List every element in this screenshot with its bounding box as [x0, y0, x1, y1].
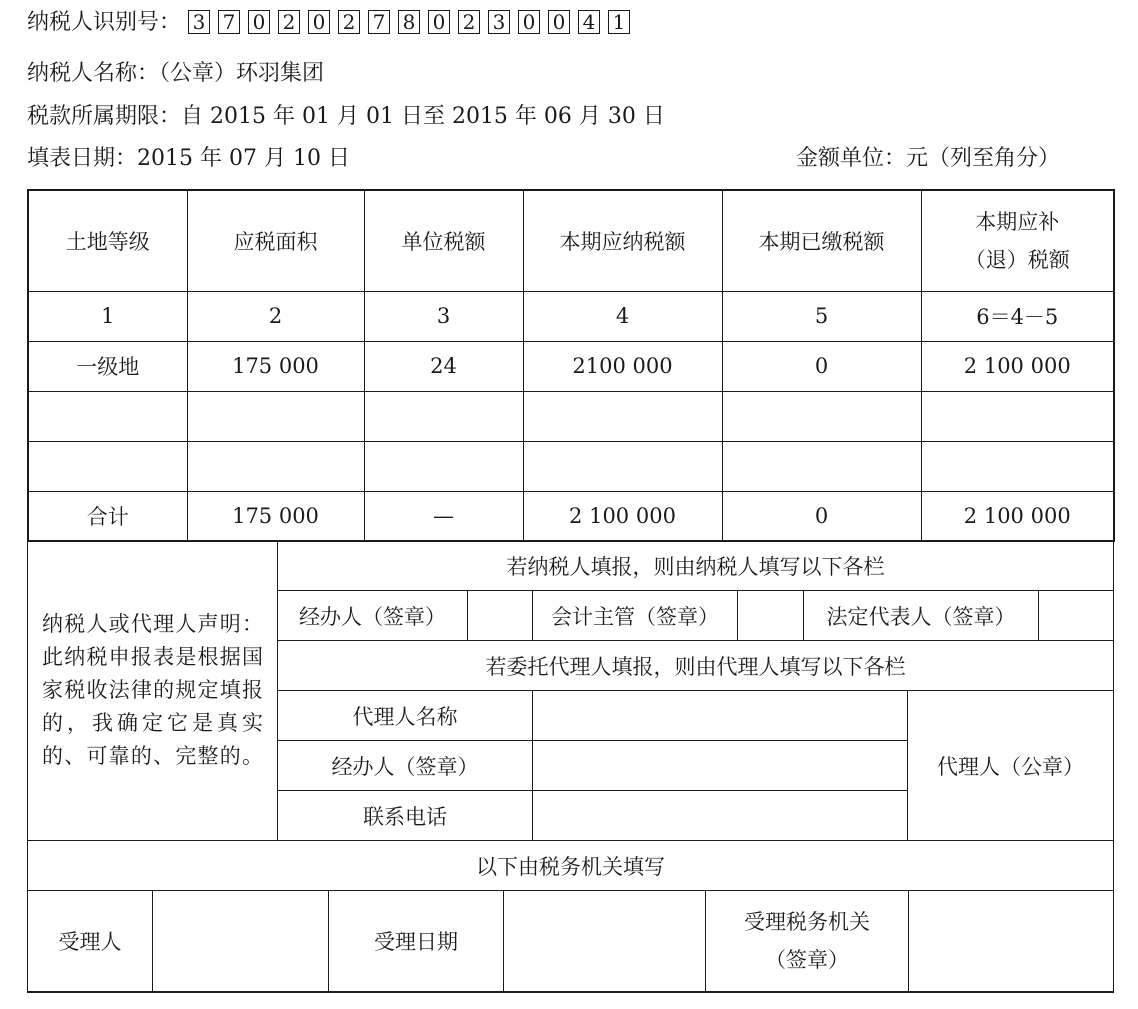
handler-label: 经办人（签章）: [278, 591, 468, 641]
tax-period-label: 税款所属期限：: [27, 104, 182, 129]
handler-signature-field[interactable]: [468, 591, 533, 641]
fill-date-value: 2015 年 07 月 10 日: [137, 146, 350, 171]
taxpayer-id-digit: 0: [248, 10, 270, 34]
receive-date-field[interactable]: [504, 891, 706, 992]
agent-name-field[interactable]: [533, 691, 908, 741]
agent-handler-field[interactable]: [533, 741, 908, 791]
taxpayer-id-digit: 2: [278, 10, 300, 34]
tax-period-line: [27, 102, 665, 132]
taxpayer-id-digit: 2: [458, 10, 480, 34]
tax-main-table: [27, 189, 1115, 542]
taxpayer-id-label: 纳税人识别号：: [27, 10, 182, 35]
table-cell[interactable]: [921, 441, 1114, 491]
column-number-row: [28, 291, 1114, 341]
tax-office-label: [706, 891, 909, 992]
agent-name-label: 代理人名称: [278, 691, 533, 741]
declaration-table: [27, 540, 1114, 841]
taxpayer-id-digit: 7: [368, 10, 390, 34]
taxpayer-name-line: [27, 59, 324, 89]
table-cell[interactable]: [523, 391, 722, 441]
tax-period-value: 自 2015 年 01 月 01 日至 2015 年 06 月 30 日: [181, 104, 665, 129]
column-number: 1: [28, 291, 187, 341]
column-header: 应税面积: [187, 190, 364, 291]
taxpayer-id-digit: 7: [218, 10, 240, 34]
table-cell[interactable]: 2100 000: [523, 341, 722, 391]
agent-phone-label: 联系电话: [278, 791, 533, 841]
accountant-signature-field[interactable]: [738, 591, 804, 641]
total-row: [28, 491, 1114, 541]
agent-seal-label: 代理人（公章）: [908, 691, 1114, 841]
taxpayer-id-digit: 0: [518, 10, 540, 34]
tax-office-seal-field[interactable]: [909, 891, 1114, 992]
receiver-field[interactable]: [153, 891, 329, 992]
column-number: 2: [187, 291, 364, 341]
agent-phone-field[interactable]: [533, 791, 908, 841]
total-cell: 合计: [28, 491, 187, 541]
table-cell[interactable]: [523, 441, 722, 491]
tax-office-table: [27, 840, 1114, 993]
table-cell[interactable]: 2 100 000: [921, 341, 1114, 391]
taxpayer-id-digit: 0: [428, 10, 450, 34]
taxpayer-id-digit: 1: [608, 10, 630, 34]
total-cell[interactable]: —: [364, 491, 523, 541]
column-number: 3: [364, 291, 523, 341]
declaration-statement: 纳税人或代理人声明：此纳税申报表是根据国家税收法律的规定填报的，我确定它是真实的、可靠的、完整的。: [28, 541, 278, 841]
column-header: 本期应纳税额: [523, 190, 722, 291]
column-header: 单位税额: [364, 190, 523, 291]
table-cell[interactable]: 0: [722, 341, 921, 391]
total-cell[interactable]: 2 100 000: [523, 491, 722, 541]
table-cell[interactable]: [187, 441, 364, 491]
total-cell[interactable]: 2 100 000: [921, 491, 1114, 541]
taxpayer-name-value: （公章）环羽集团: [159, 61, 325, 86]
table-cell[interactable]: 175 000: [187, 341, 364, 391]
table-cell[interactable]: [722, 391, 921, 441]
table-row: [28, 391, 1114, 441]
column-header-line: （退）税额: [964, 247, 1070, 272]
taxpayer-id-digit: 3: [188, 10, 210, 34]
column-header-line: 本期应补: [975, 209, 1060, 234]
taxpayer-name-label: 纳税人名称：: [27, 61, 160, 86]
column-number: 5: [722, 291, 921, 341]
table-row: [28, 341, 1114, 391]
table-row: [28, 441, 1114, 491]
taxpayer-id-boxes: [188, 8, 638, 38]
taxpayer-id-digit: 3: [488, 10, 510, 34]
table-cell[interactable]: [187, 391, 364, 441]
agent-handler-label: 经办人（签章）: [278, 741, 533, 791]
fill-date-label: 填表日期：: [27, 146, 138, 171]
legal-rep-label: 法定代表人（签章）: [804, 591, 1039, 641]
column-header: 土地等级: [28, 190, 187, 291]
agent-section-title: 若委托代理人填报，则由代理人填写以下各栏: [278, 641, 1114, 691]
table-header-row: [28, 190, 1114, 291]
taxpayer-id-digit: 0: [308, 10, 330, 34]
taxpayer-id-digit: 2: [338, 10, 360, 34]
table-cell[interactable]: [921, 391, 1114, 441]
column-header: 本期已缴税额: [722, 190, 921, 291]
tax-office-label-line: （签章）: [765, 947, 849, 972]
taxpayer-id-digit: 8: [398, 10, 420, 34]
table-cell[interactable]: [28, 441, 187, 491]
accountant-label: 会计主管（签章）: [533, 591, 738, 641]
fill-date-line: [27, 144, 350, 174]
receive-date-label: 受理日期: [329, 891, 504, 992]
taxpayer-section-title: 若纳税人填报，则由纳税人填写以下各栏: [278, 541, 1114, 591]
amount-unit: 金额单位：元（列至角分）: [795, 146, 1060, 171]
column-number: 4: [523, 291, 722, 341]
table-cell[interactable]: 一级地: [28, 341, 187, 391]
column-number: 6＝4－5: [921, 291, 1114, 341]
taxpayer-id-line: [27, 8, 638, 38]
legal-rep-signature-field[interactable]: [1039, 591, 1114, 641]
column-header: [921, 190, 1114, 291]
table-cell[interactable]: 24: [364, 341, 523, 391]
tax-office-label-line: 受理税务机关: [744, 909, 870, 934]
table-cell[interactable]: [28, 391, 187, 441]
taxpayer-id-digit: 4: [578, 10, 600, 34]
receiver-label: 受理人: [28, 891, 153, 992]
table-cell[interactable]: [722, 441, 921, 491]
table-cell[interactable]: [364, 441, 523, 491]
total-cell[interactable]: 0: [722, 491, 921, 541]
taxpayer-id-digit: 0: [548, 10, 570, 34]
table-cell[interactable]: [364, 391, 523, 441]
total-cell[interactable]: 175 000: [187, 491, 364, 541]
tax-office-section-title: 以下由税务机关填写: [28, 841, 1114, 891]
